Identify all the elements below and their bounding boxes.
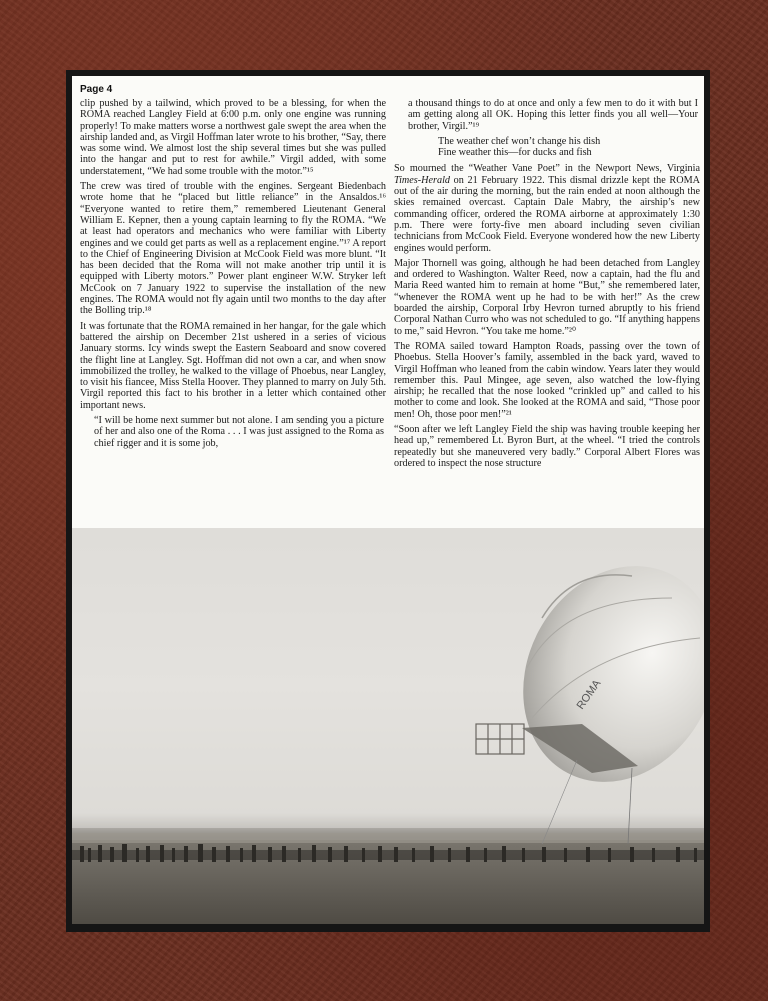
left-paragraph-2: The crew was tired of trouble with the engines. Sergeant Biedenbach wrote home that he “placed but little reliance” in the Ansaldos.¹⁶ “Everyone wanted to retire them,” remembered Lieutenant General William E. Kepner, then a young captain learning to fly the ROMA. “We at least had operators and mechanics who were familiar with Liberty engines and we could get parts as well as a replacement engine.”¹⁷ A report to the Chief of Engineering Division at McCook Field was more blunt. “It has been decided that the Roma will not make another trip until it is equipped with Liberty motors.” Power plant engineer W.W. Stryker left McCook on 7 January 1922 to supervise the installation of the new engines. The ROMA would not fly again until two months to the day after the Bolling trip.¹⁸ (80, 181, 386, 317)
right-paragraph-4: The ROMA sailed toward Hampton Roads, passing over the town of Phoebus. Stella Hoover’s family, assembled in the back yard, waved to Virgil Hoffman who leaned from the cabin window. Years later they would remember this. Paul Mingee, age seven, also watched the low-flying airship; he recalled that the nose looked “crinkled up” and called to his mother to come and look. She looked at the ROMA and said, “Those poor men! Oh, those poor men!”²¹ (394, 340, 700, 420)
left-paragraph-1: clip pushed by a tailwind, which proved to be a blessing, for when the ROMA reached Langley Field at 6:00 p.m. only one engine was running properly! To make matters worse a northwest gale swept the area when the airship landed and, as Virgil Hoffman later wrote to his brother, “Say, there was some wind. We almost lost the ship several times but she was pulled into the hangar and put to rest for awhile.” Virgil added, with some understatement, “We had some trouble with the motor.”¹⁵ (80, 98, 386, 177)
right-paragraph-2-rest: on 21 February 1922. This dismal drizzle kept the ROMA out of the air during the morning, but the rain ended at noon although the skies remained overcast. Captain Dale Mabry, the airship’s new commanding officer, ordered the ROMA airborne at approximately 1:30 p.m. There were forty-five men aboard including seven civilian technicians from McCook Field. Everyone wondered how the new Liberty engines would perform. (394, 174, 700, 254)
right-paragraph-2 (394, 163, 700, 253)
right-paragraph-3: Major Thornell was going, although he had been detached from Langley and ordered to Washington. Walter Reed, now a captain, had the flu and Maria Reed wanted him to remain at home “But,” she remembered later, “whenever the ROMA went up he had to be with her!” As the crew boarded the airship, Corporal Irby Hevron turned abruptly to his friend Corporal Nathan Curro who was not scheduled to go. “If anything happens to me,” said Hevron. “You take me home.”²⁰ (394, 257, 700, 337)
airship-photo-illustration (72, 528, 704, 924)
right-letter-quote: a thousand things to do at once and only a few men to do it with but I am getting along all OK. Hoping this letter finds you all well—Your brother, Virgil.”¹⁹ (408, 98, 698, 132)
hull-lettering: ROMA (574, 677, 604, 712)
newspaper-title: Times-Herald (394, 174, 451, 186)
left-column (80, 98, 386, 453)
left-paragraph-3: It was fortunate that the ROMA remained in her hangar, for the gale which battered the airship on December 21st ushered in a series of vicious January storms. Icy winds swept the Eastern Seaboard and snow covered the flight line at Langley. Sgt. Hoffman did not own a car, and when snow immobilized the trolley, he walked to the village of Phoebus, near Langley, to visit his fiancee, Miss Stella Hoover. They planned to marry on July 5th. Virgil reported this fact to his brother in a letter which contained other important news. (80, 320, 386, 411)
right-paragraph-2-start: So mourned the “Weather Vane Poet” in the Newport News, Virginia (394, 163, 700, 175)
page-number: Page 4 (80, 84, 113, 95)
poem-line-1: The weather chef won’t change his dish (438, 135, 601, 147)
article-page (72, 76, 704, 582)
poem-line-2: Fine weather this—for ducks and fish (438, 147, 592, 159)
airship-photo (72, 528, 704, 924)
poem (394, 136, 700, 159)
right-column (394, 98, 700, 473)
page-frame (66, 70, 710, 932)
right-paragraph-5: “Soon after we left Langley Field the ship was having trouble keeping her head up,” remembered Lt. Byron Burt, at the wheel. “I tried the controls repeatedly but she maneuvered very badly.” Corporal Albert Flores was ordered to inspect the nose structure (394, 424, 700, 469)
left-letter-quote: “I will be home next summer but not alone. I am sending you a picture of her and also one of the Roma . . . I was just assigned to the Roma as chief rigger and it is some job, (94, 415, 384, 449)
